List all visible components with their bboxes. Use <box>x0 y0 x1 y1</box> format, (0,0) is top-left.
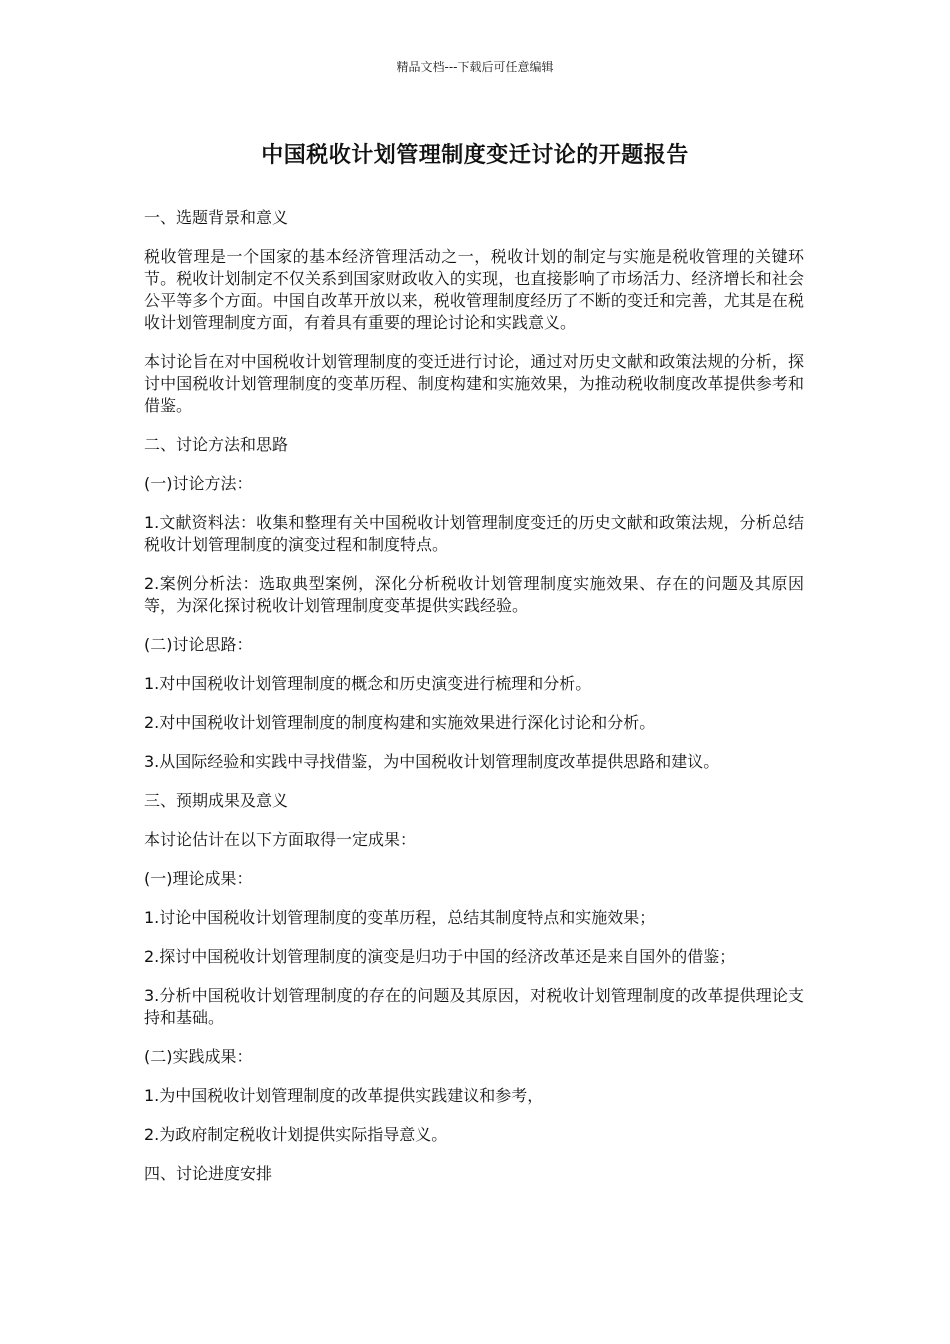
paragraph-purpose: 本讨论旨在对中国税收计划管理制度的变迁进行讨论，通过对历史文献和政策法规的分析，探讨中国税收计划管理制度的变革历程、制度构建和实施效果，为推动税收制度改革提供参考和借鉴。 <box>144 352 804 415</box>
section-heading-methods: 二、讨论方法和思路 <box>144 435 289 454</box>
list-item-theory-2: 2.探讨中国税收计划管理制度的演变是归功于中国的经济改革还是来自国外的借鉴； <box>144 947 736 966</box>
subheading-practice: (二)实践成果： <box>144 1047 253 1066</box>
list-item-method-2: 2.案例分析法：选取典型案例，深化分析税收计划管理制度实施效果、存在的问题及其原因等，为深化探讨税收计划管理制度变革提供实践经验。 <box>144 574 804 615</box>
list-item-theory-3: 3.分析中国税收计划管理制度的存在的问题及其原因，对税收计划管理制度的改革提供理论支持和基础。 <box>144 986 804 1027</box>
subheading-theory: (一)理论成果： <box>144 869 253 888</box>
document-title: 中国税收计划管理制度变迁讨论的开题报告 <box>261 143 689 168</box>
header-note: 精品文档---下载后可任意编辑 <box>396 60 554 74</box>
paragraph-outcomes-intro: 本讨论估计在以下方面取得一定成果： <box>144 830 417 849</box>
document-body <box>144 207 804 1202</box>
list-item-approach-1: 1.对中国税收计划管理制度的概念和历史演变进行梳理和分析。 <box>144 674 592 693</box>
subheading-approach: (二)讨论思路： <box>144 635 253 654</box>
list-item-practice-2: 2.为政府制定税收计划提供实际指导意义。 <box>144 1125 448 1144</box>
list-item-approach-3: 3.从国际经验和实践中寻找借鉴，为中国税收计划管理制度改革提供思路和建议。 <box>144 752 720 771</box>
list-item-approach-2: 2.对中国税收计划管理制度的制度构建和实施效果进行深化讨论和分析。 <box>144 713 656 732</box>
list-item-method-1: 1.文献资料法：收集和整理有关中国税收计划管理制度变迁的历史文献和政策法规，分析总结税收计划管理制度的演变过程和制度特点。 <box>144 513 804 554</box>
section-heading-schedule: 四、讨论进度安排 <box>144 1164 273 1183</box>
paragraph-background: 税收管理是一个国家的基本经济管理活动之一，税收计划的制定与实施是税收管理的关键环节。税收计划制定不仅关系到国家财政收入的实现，也直接影响了市场活力、经济增长和社会公平等多个方面。中国自改革开放以来，税收管理制度经历了不断的变迁和完善，尤其是在税收计划管理制度方面，有着具有重要的理论讨论和实践意义。 <box>144 247 804 332</box>
list-item-practice-1: 1.为中国税收计划管理制度的改革提供实践建议和参考， <box>144 1086 544 1105</box>
subheading-methods: (一)讨论方法： <box>144 474 253 493</box>
section-heading-background: 一、选题背景和意义 <box>144 208 289 227</box>
list-item-theory-1: 1.讨论中国税收计划管理制度的变革历程，总结其制度特点和实施效果； <box>144 908 656 927</box>
section-heading-outcomes: 三、预期成果及意义 <box>144 791 289 810</box>
